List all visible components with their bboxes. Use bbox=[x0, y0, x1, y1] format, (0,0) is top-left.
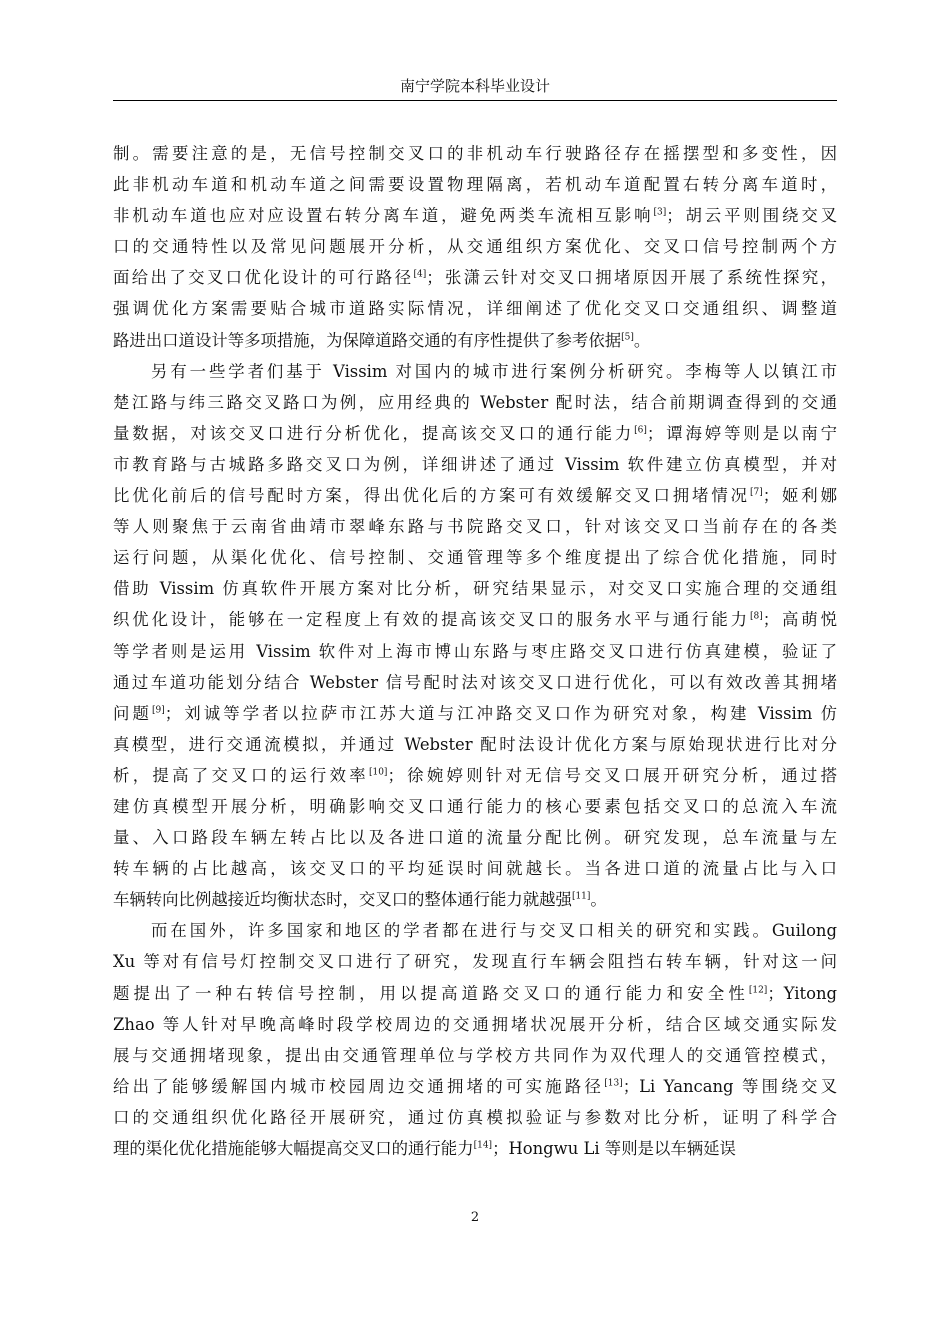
text-line: 路进出口道设计等多项措施，为保障道路交通的有序性提供了参考依据[5]。 bbox=[113, 330, 651, 350]
text-line: 等人则聚焦于云南省曲靖市翠峰东路与书院路交叉口，针对该交叉口当前存在的各类 bbox=[113, 517, 837, 537]
page-header-title: 南宁学院本科毕业设计 bbox=[399, 77, 550, 95]
text-line: 真模型，进行交通流模拟，并通过 Webster 配时法设计优化方案与原始现状进行比对分 bbox=[113, 734, 837, 754]
text-line: 非机动车道也应对应设置右转分离车道，避免两类车流相互影响[3]；胡云平则围绕交叉 bbox=[113, 206, 838, 226]
citation-ref: [7] bbox=[749, 487, 763, 498]
paragraph bbox=[113, 356, 837, 916]
text-line: 口的交通特性以及常见问题展开分析，从交通组织方案优化、交叉口信号控制两个方 bbox=[113, 237, 837, 257]
text-line: Xu 等对有信号灯控制交叉口进行了研究，发现直行车辆会阻挡右转车辆，针对这一问 bbox=[113, 952, 837, 972]
text-line: 比优化前后的信号配时方案，得出优化后的方案可有效缓解交叉口拥堵情况[7]；姬利娜 bbox=[113, 486, 837, 506]
text-line: 织优化设计，能够在一定程度上有效的提高该交叉口的服务水平与通行能力[8]；高萌悦 bbox=[113, 610, 837, 630]
citation-ref: [10] bbox=[368, 767, 388, 778]
text-line: 借助 Vissim 仿真软件开展方案对比分析，研究结果显示，对交叉口实施合理的交通组 bbox=[113, 579, 837, 599]
text-line: 而在国外，许多国家和地区的学者都在进行与交叉口相关的研究和实践。Guilong bbox=[151, 921, 837, 941]
text-line: 析，提高了交叉口的运行效率[10]；徐婉婷则针对无信号交叉口展开研究分析，通过搭 bbox=[113, 765, 838, 785]
citation-ref: [8] bbox=[749, 612, 763, 623]
text-line: 量数据，对该交叉口进行分析优化，提高该交叉口的通行能力[6]；谭海婷等则是以南宁 bbox=[113, 423, 838, 443]
citation-ref: [12] bbox=[748, 985, 768, 996]
text-line: 给出了能够缓解国内城市校园周边交通拥堵的可实施路径[13]；Li Yancang 等围绕交叉 bbox=[113, 1076, 837, 1096]
body-text bbox=[113, 138, 837, 1164]
text-line: 另有一些学者们基于 Vissim 对国内的城市进行案例分析研究。李梅等人以镇江市 bbox=[151, 361, 837, 381]
text-line: 问题[9]；刘诚等学者以拉萨市江苏大道与江冲路交叉口作为研究对象，构建 Vissim 仿 bbox=[113, 703, 837, 723]
citation-ref: [6] bbox=[634, 425, 647, 436]
text-line: 制。需要注意的是，无信号控制交叉口的非机动车行驶路径存在摇摆型和多变性，因 bbox=[113, 144, 837, 163]
text-line: 强调优化方案需要贴合城市道路实际情况，详细阐述了优化交叉口交通组织、调整道 bbox=[113, 299, 837, 319]
text-line: 等学者则是运用 Vissim 软件对上海市博山东路与枣庄路交叉口进行仿真建模，验证了 bbox=[113, 641, 837, 661]
text-line: 建仿真模型开展分析，明确影响交叉口通行能力的核心要素包括交叉口的总流入车流 bbox=[113, 796, 837, 816]
header-rule bbox=[113, 100, 837, 101]
paragraph bbox=[113, 138, 837, 356]
citation-ref: [5] bbox=[621, 332, 634, 343]
citation-ref: [9] bbox=[152, 705, 165, 716]
citation-ref: [13] bbox=[604, 1078, 623, 1089]
text-line: 量、入口路段车辆左转占比以及各进口道的流量分配比例。研究发现，总车流量与左 bbox=[113, 828, 837, 848]
text-line: 面给出了交叉口优化设计的可行路径[4]；张潇云针对交叉口拥堵原因开展了系统性探究， bbox=[113, 268, 838, 288]
text-line: 市教育路与古城路多路交叉口为例，详细讲述了通过 Vissim 软件建立仿真模型，并对 bbox=[113, 454, 837, 474]
paragraph bbox=[113, 915, 837, 1164]
text-line: 题提出了一种右转信号控制，用以提高道路交叉口的通行能力和安全性[12]；Yitong bbox=[113, 983, 837, 1003]
text-line: 车辆转向比例越接近均衡状态时，交叉口的整体通行能力就越强[11]。 bbox=[113, 890, 607, 910]
citation-ref: [4] bbox=[413, 270, 427, 281]
text-line: 口的交通组织优化路径开展研究，通过仿真模拟验证与参数对比分析，证明了科学合 bbox=[113, 1107, 837, 1127]
citation-ref: [14] bbox=[473, 1140, 493, 1151]
citation-ref: [3] bbox=[653, 207, 667, 218]
text-line: 楚江路与纬三路交叉路口为例，应用经典的 Webster 配时法，结合前期调查得到的交通 bbox=[113, 392, 837, 412]
text-line: 通过车道功能划分结合 Webster 信号配时法对该交叉口进行优化，可以有效改善其拥堵 bbox=[113, 672, 837, 692]
text-line: 转车辆的占比越高，该交叉口的平均延误时间就越长。当各进口道的流量占比与入口 bbox=[113, 859, 837, 879]
text-line: 此非机动车道和机动车道之间需要设置物理隔离，若机动车道配置右转分离车道时， bbox=[113, 175, 837, 195]
text-line: 理的渠化优化措施能够大幅提高交叉口的通行能力[14]；Hongwu Li 等则是以车辆延误 bbox=[113, 1139, 736, 1158]
page-number: 2 bbox=[470, 1210, 480, 1225]
citation-ref: [11] bbox=[571, 891, 591, 902]
text-line: Zhao 等人针对早晚高峰时段学校周边的交通拥堵状况展开分析，结合区域交通实际发 bbox=[113, 1014, 837, 1034]
text-line: 运行问题，从渠化优化、信号控制、交通管理等多个维度提出了综合优化措施，同时 bbox=[113, 548, 837, 568]
text-line: 展与交通拥堵现象，提出由交通管理单位与学校方共同作为双代理人的交通管控模式， bbox=[113, 1045, 837, 1065]
